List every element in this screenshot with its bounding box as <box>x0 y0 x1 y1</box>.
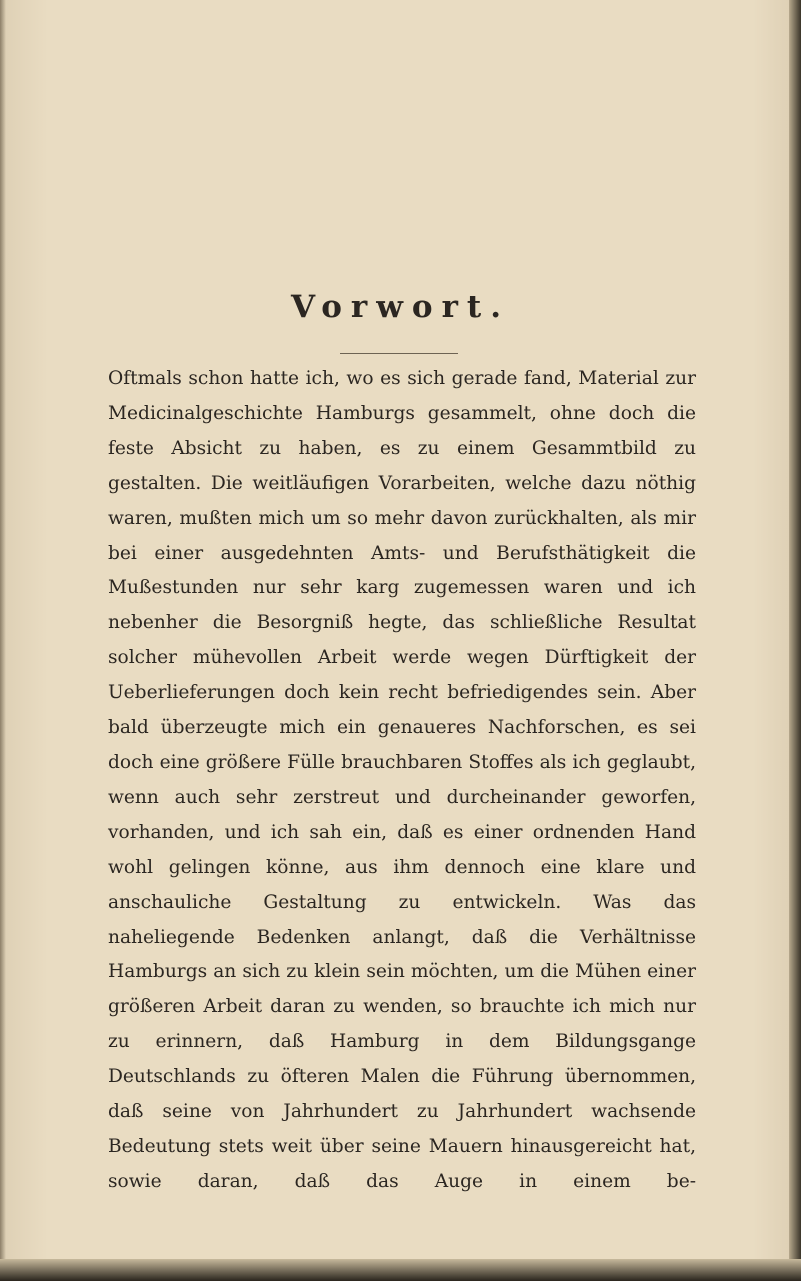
page-right-edge <box>789 0 801 1281</box>
page-left-shadow <box>0 0 6 1281</box>
body-paragraph: Oftmals schon hatte ich, wo es sich gerade fand, Material zur Medicinalgeschichte Hamburgs gesammelt, ohne doch die feste Absicht zu haben, es zu einem Gesammtbild zu gestalten. Die weitläufigen Vorarbeiten, welche dazu nöthig waren, mußten mich um so mehr davon zurückhalten, als mir bei einer ausgedehnten Amts- und Berufsthätigkeit die Mußestunden nur sehr karg zugemessen waren und ich nebenher die Besorgniß hegte, das schließliche Resultat solcher mühevollen Arbeit werde wegen Dürftigkeit der Ueberlieferungen doch kein recht befriedigendes sein. Aber bald überzeugte mich ein genaueres Nachforschen, es sei doch eine größere Fülle brauchbaren Stoffes als ich geglaubt, wenn auch sehr zerstreut und durcheinander geworfen, vorhanden, und ich sah ein, daß es einer ordnenden Hand wohl gelingen könne, aus ihm dennoch eine klare und anschauliche Gestaltung zu entwickeln. Was das naheliegende Bedenken anlangt, daß die Verhältnisse Hamburgs an sich zu klein sein möchten, um die Mühen einer größeren Arbeit daran zu wenden, so brauchte ich mich nur zu erinnern, daß Hamburg in dem Bildungsgange Deutschlands zu öfteren Malen die Führung übernommen, daß seine von Jahrhundert zu Jahrhundert wachsende Bedeutung stets weit über seine Mauern hinausgereicht hat, sowie daran, daß das Auge in einem be- <box>108 368 696 1192</box>
heading-rule <box>340 353 458 354</box>
page-heading: Vorwort. <box>290 289 511 325</box>
page-bottom-edge <box>0 1259 801 1281</box>
